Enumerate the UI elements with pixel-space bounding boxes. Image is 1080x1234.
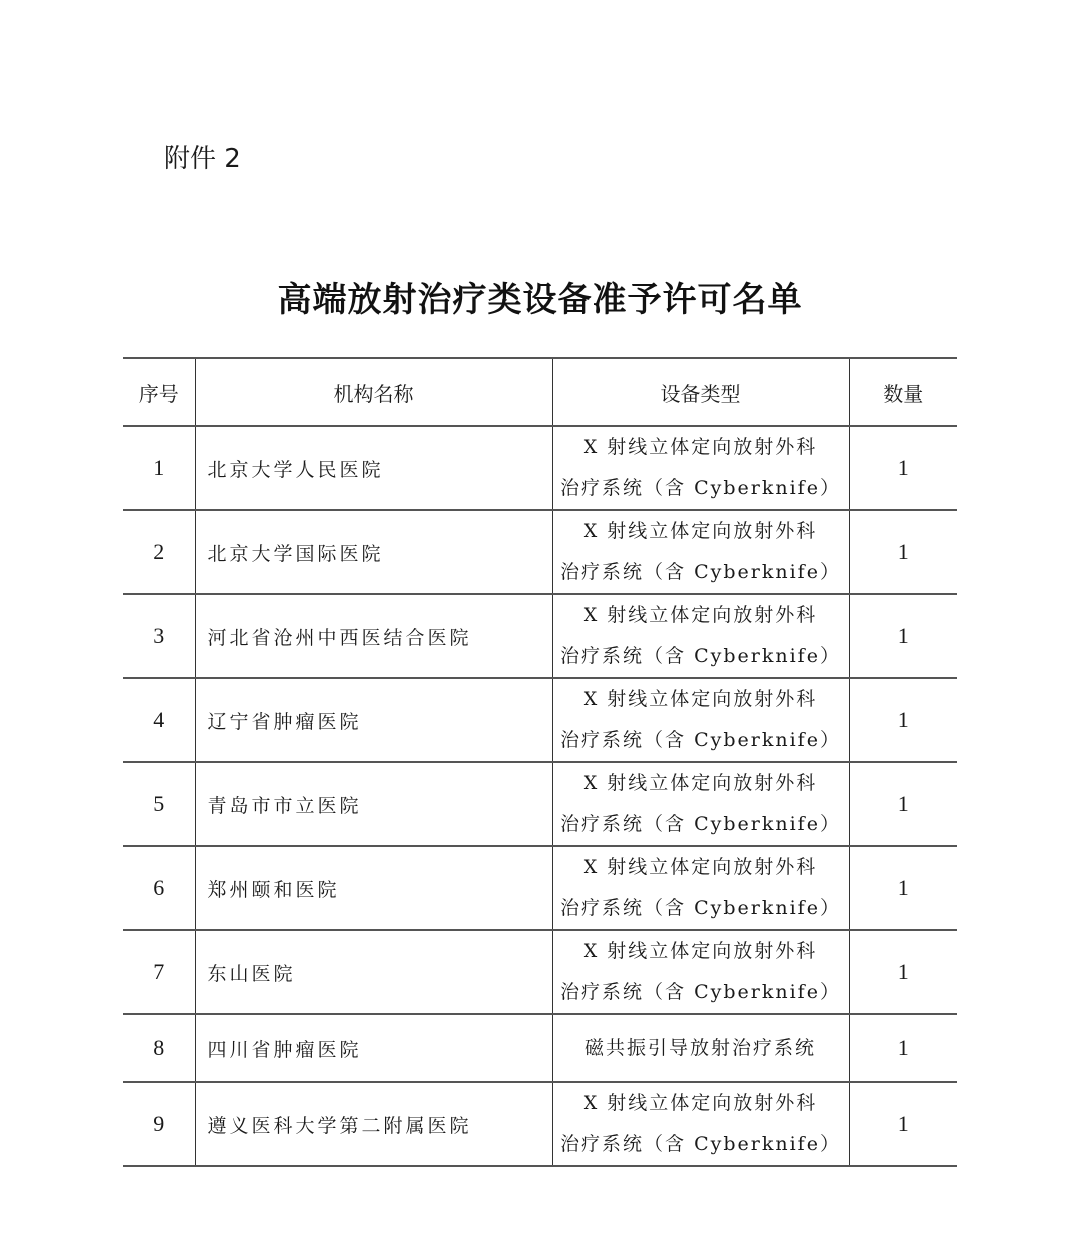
quantity: 1: [849, 510, 957, 594]
table-row: [123, 594, 957, 678]
equipment-type-line-1: 磁共振引导放射治疗系统: [584, 1036, 816, 1059]
equipment-type-line-2: 治疗系统（含 Cyberknife）: [560, 729, 841, 751]
equipment-type-line-2: 治疗系统（含 Cyberknife）: [560, 897, 841, 919]
institution-name: 北京大学人民医院: [195, 426, 552, 510]
equipment-type: [552, 426, 849, 510]
serial-number: 2: [123, 510, 195, 594]
table-row: [123, 678, 957, 762]
institution-name: 青岛市市立医院: [195, 762, 552, 846]
equipment-type-line-1: X 射线立体定向放射外科: [583, 1092, 818, 1114]
institution-name: 郑州颐和医院: [195, 846, 552, 930]
quantity: 1: [849, 594, 957, 678]
equipment-type-line-2: 治疗系统（含 Cyberknife）: [560, 645, 841, 667]
quantity: 1: [849, 846, 957, 930]
equipment-type-line-2: 治疗系统（含 Cyberknife）: [560, 813, 841, 835]
equipment-type-line-2: 治疗系统（含 Cyberknife）: [560, 561, 841, 583]
institution-name: 北京大学国际医院: [195, 510, 552, 594]
equipment-type: [552, 1082, 849, 1166]
quantity: 1: [849, 678, 957, 762]
institution-name: 河北省沧州中西医结合医院: [195, 594, 552, 678]
serial-number: 4: [123, 678, 195, 762]
institution-name: 四川省肿瘤医院: [195, 1014, 552, 1082]
equipment-type: [552, 510, 849, 594]
equipment-type-line-1: X 射线立体定向放射外科: [583, 940, 818, 962]
table-header-row: [123, 358, 957, 426]
table-row: [123, 930, 957, 1014]
quantity: 1: [849, 930, 957, 1014]
table-row: [123, 1014, 957, 1082]
permit-list-table: [123, 357, 957, 1167]
equipment-type: [552, 594, 849, 678]
serial-number: 7: [123, 930, 195, 1014]
equipment-type-line-2: 治疗系统（含 Cyberknife）: [560, 477, 841, 499]
table-row: [123, 762, 957, 846]
serial-number: 3: [123, 594, 195, 678]
serial-number: 9: [123, 1082, 195, 1166]
serial-number: 1: [123, 426, 195, 510]
institution-name: 辽宁省肿瘤医院: [195, 678, 552, 762]
quantity: 1: [849, 426, 957, 510]
header-quantity: 数量: [849, 358, 957, 426]
equipment-type-line-1: X 射线立体定向放射外科: [583, 772, 818, 794]
equipment-type-line-1: X 射线立体定向放射外科: [583, 604, 818, 626]
header-equipment-type: 设备类型: [552, 358, 849, 426]
equipment-type-line-1: X 射线立体定向放射外科: [583, 688, 818, 710]
header-serial-number: 序号: [123, 358, 195, 426]
serial-number: 8: [123, 1014, 195, 1082]
equipment-type: [552, 1014, 849, 1082]
equipment-type: [552, 678, 849, 762]
serial-number: 6: [123, 846, 195, 930]
document-title: 高端放射治疗类设备准予许可名单: [277, 280, 803, 320]
quantity: 1: [849, 1082, 957, 1166]
equipment-type-line-2: 治疗系统（含 Cyberknife）: [560, 1133, 841, 1155]
table-row: [123, 510, 957, 594]
header-institution-name: 机构名称: [195, 358, 552, 426]
equipment-type-line-1: X 射线立体定向放射外科: [583, 436, 818, 458]
table-row: [123, 426, 957, 510]
quantity: 1: [849, 1014, 957, 1082]
table-row: [123, 1082, 957, 1166]
equipment-type: [552, 930, 849, 1014]
table-row: [123, 846, 957, 930]
equipment-type-line-2: 治疗系统（含 Cyberknife）: [560, 981, 841, 1003]
equipment-type: [552, 846, 849, 930]
institution-name: 遵义医科大学第二附属医院: [195, 1082, 552, 1166]
equipment-type-line-1: X 射线立体定向放射外科: [583, 520, 818, 542]
equipment-type-line-1: X 射线立体定向放射外科: [583, 856, 818, 878]
institution-name: 东山医院: [195, 930, 552, 1014]
quantity: 1: [849, 762, 957, 846]
attachment-label: 附件 2: [164, 144, 241, 174]
serial-number: 5: [123, 762, 195, 846]
equipment-type: [552, 762, 849, 846]
